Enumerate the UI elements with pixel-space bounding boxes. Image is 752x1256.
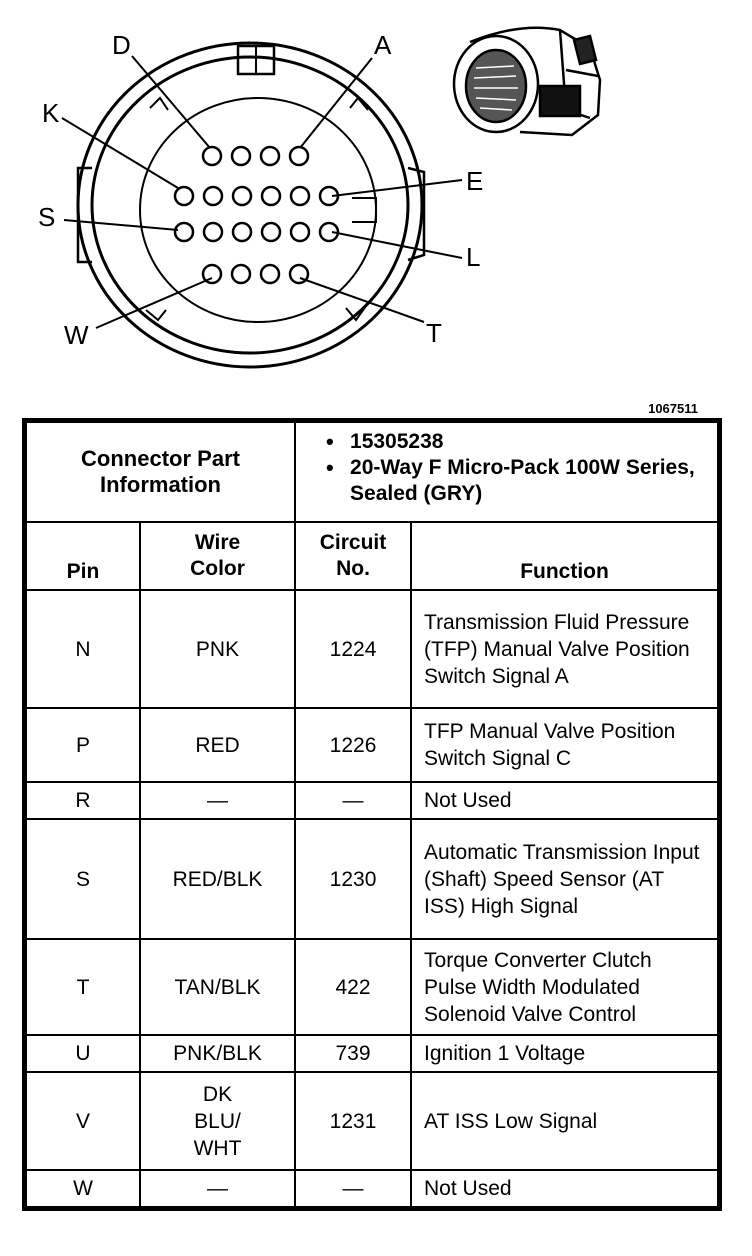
callout-s: S bbox=[38, 202, 56, 232]
table-row bbox=[26, 782, 718, 819]
header-pin: Pin bbox=[26, 522, 140, 590]
pin-cell: U bbox=[26, 1035, 140, 1072]
wire-color-cell bbox=[140, 708, 295, 782]
pin-socket bbox=[175, 187, 193, 205]
pin-socket bbox=[232, 147, 250, 165]
function-cell: Ignition 1 Voltage bbox=[411, 1035, 718, 1072]
header-function: Function bbox=[411, 522, 718, 590]
pin-socket bbox=[261, 265, 279, 283]
pin-socket bbox=[204, 223, 222, 241]
callout-k: K bbox=[42, 98, 60, 128]
connector-face-diagram bbox=[0, 0, 752, 400]
leader-l bbox=[332, 232, 462, 258]
connector-part-info bbox=[295, 422, 718, 522]
table-row bbox=[26, 939, 718, 1035]
pin-socket bbox=[290, 147, 308, 165]
table-row bbox=[26, 819, 718, 939]
connector-pins bbox=[175, 147, 338, 283]
connector-outer-shell bbox=[78, 43, 422, 367]
leader-e bbox=[332, 180, 462, 196]
header-circuit: Circuit No. bbox=[295, 522, 411, 590]
pin-rows bbox=[26, 590, 718, 1207]
circuit-cell: 1224 bbox=[295, 590, 411, 708]
table-row bbox=[26, 1072, 718, 1170]
function-cell: Torque Converter Clutch Pulse Width Modulated Solenoid Valve Control bbox=[411, 939, 718, 1035]
wire-color-text: DK bbox=[202, 1082, 233, 1106]
connector-3d-illustration bbox=[454, 28, 600, 135]
wire-color-cell bbox=[140, 590, 295, 708]
callout-t: T bbox=[426, 318, 442, 348]
pin-cell: V bbox=[26, 1072, 140, 1170]
circuit-cell: 422 bbox=[295, 939, 411, 1035]
wire-color-cell bbox=[140, 1072, 295, 1170]
wire-color-cell bbox=[140, 782, 295, 819]
callout-e: E bbox=[466, 166, 484, 196]
pin-socket bbox=[233, 187, 251, 205]
pin-socket bbox=[291, 223, 309, 241]
function-cell: Not Used bbox=[411, 782, 718, 819]
callout-l: L bbox=[466, 242, 481, 272]
function-cell: Not Used bbox=[411, 1170, 718, 1207]
wire-color-cell bbox=[140, 819, 295, 939]
table-row bbox=[26, 1035, 718, 1072]
pin-cell: R bbox=[26, 782, 140, 819]
pin-cell: T bbox=[26, 939, 140, 1035]
wire-color-text: RED bbox=[195, 733, 240, 757]
figure-id: 1067511 bbox=[648, 401, 698, 416]
circuit-cell: — bbox=[295, 782, 411, 819]
pin-socket bbox=[204, 187, 222, 205]
pin-socket bbox=[262, 187, 280, 205]
part-description: • 20-Way F Micro-Pack 100W Series, Sealed (GRY) bbox=[350, 455, 709, 507]
table-row bbox=[26, 1170, 718, 1207]
circuit-cell: 739 bbox=[295, 1035, 411, 1072]
wire-color-text: — bbox=[207, 789, 228, 812]
callout-d: D bbox=[112, 30, 131, 60]
circuit-cell: 1231 bbox=[295, 1072, 411, 1170]
header-row bbox=[26, 522, 718, 590]
wire-color-text: PNK/BLK bbox=[173, 1042, 262, 1065]
function-cell: AT ISS Low Signal bbox=[411, 1072, 718, 1170]
wire-color-cell bbox=[140, 1170, 295, 1207]
circuit-cell: 1230 bbox=[295, 819, 411, 939]
wire-color-text: PNK bbox=[195, 637, 240, 661]
pin-socket bbox=[232, 265, 250, 283]
table-row bbox=[26, 708, 718, 782]
table-row bbox=[26, 590, 718, 708]
pin-socket bbox=[291, 187, 309, 205]
circuit-cell: — bbox=[295, 1170, 411, 1207]
header-wire-color: Wire Color bbox=[140, 522, 295, 590]
pin-socket bbox=[233, 223, 251, 241]
wire-color-cell bbox=[140, 939, 295, 1035]
pin-cell: P bbox=[26, 708, 140, 782]
callout-a: A bbox=[374, 30, 392, 60]
wire-color-cell bbox=[140, 1035, 295, 1072]
function-cell: Transmission Fluid Pressure (TFP) Manual Valve Position Switch Signal A bbox=[411, 590, 718, 708]
connector-info-table bbox=[25, 421, 719, 1208]
connector-part-row bbox=[26, 422, 718, 522]
function-cell: Automatic Transmission Input (Shaft) Speed Sensor (AT ISS) High Signal bbox=[411, 819, 718, 939]
pin-cell: N bbox=[26, 590, 140, 708]
wire-color-text: RED/BLK bbox=[172, 867, 263, 891]
pin-cell: W bbox=[26, 1170, 140, 1207]
pin-socket bbox=[262, 223, 280, 241]
wire-color-text: — bbox=[207, 1177, 228, 1200]
pin-socket bbox=[203, 147, 221, 165]
connector-pin-field bbox=[140, 98, 376, 322]
circuit-cell: 1226 bbox=[295, 708, 411, 782]
pin-cell: S bbox=[26, 819, 140, 939]
pin-socket bbox=[175, 223, 193, 241]
wire-color-text: BLU/ bbox=[194, 1109, 241, 1133]
pin-socket bbox=[261, 147, 279, 165]
connector-part-label: Connector Part Information bbox=[26, 422, 295, 522]
wire-color-text: TAN/BLK bbox=[174, 975, 261, 999]
wire-color-text: WHT bbox=[193, 1136, 242, 1160]
part-number: • 15305238 bbox=[350, 429, 709, 455]
leader-t bbox=[300, 278, 424, 322]
function-cell: TFP Manual Valve Position Switch Signal C bbox=[411, 708, 718, 782]
callout-w: W bbox=[64, 320, 89, 350]
